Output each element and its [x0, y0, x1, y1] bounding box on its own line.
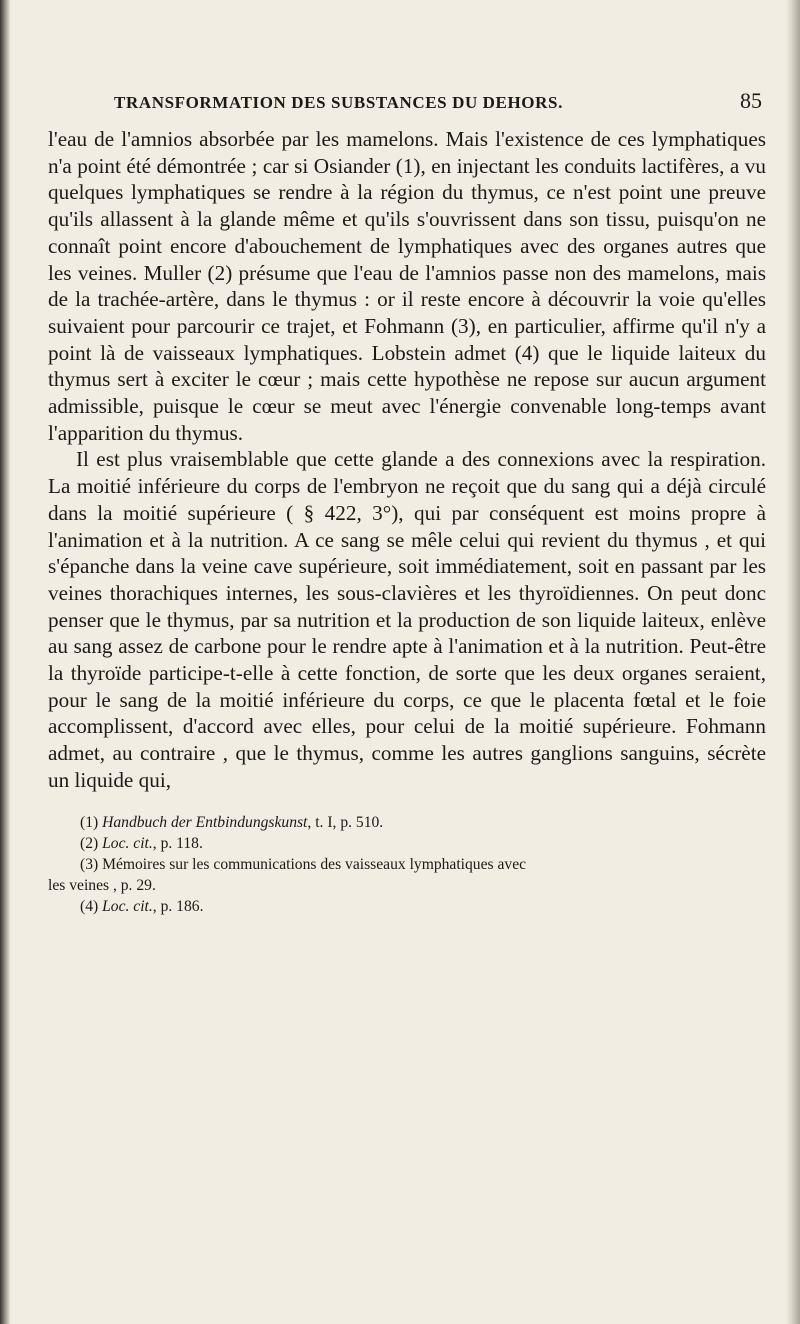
body-text [48, 126, 766, 794]
footnote-2-ref: (2) [80, 834, 99, 852]
paragraph-1: l'eau de l'amnios absorbée par les mamelons. Mais l'existence de ces lymphatiques n'a point été démontrée ; car si Osiander (1), en injectant les conduits lactifères, a vu quelques lymphatiques se rendre à la région du thymus, ce n'est point une preuve qu'ils allassent à la glande même et qu'ils s'ouvrissent dans son tissu, puisqu'on ne connaît point encore d'abouchement de lymphatiques avec des organes autres que les veines. Muller (2) présume que l'eau de l'amnios passe non des mamelons, mais de la trachée-artère, dans le thymus : or il reste encore à découvrir la voie qu'elles suivaient pour parcourir ce trajet, et Fohmann (3), en particulier, affirme qu'il n'y a point là de vaisseaux lymphatiques. Lobstein admet (4) que le liquide laiteux du thymus sert à exciter le cœur ; mais cette hypothèse ne repose sur aucun argument admissible, puisque le cœur se meut avec l'énergie convenable long-temps avant l'apparition du thymus. [48, 127, 766, 445]
page-binding-shadow [0, 0, 10, 1324]
footnote-1 [80, 812, 766, 833]
footnote-3-ref: (3) [80, 855, 99, 873]
footnote-1-rest: , t. I, p. 510. [307, 813, 384, 831]
footnote-4-ref: (4) [80, 898, 99, 916]
footnote-4-rest: , p. 186. [152, 898, 204, 916]
footnote-2 [80, 833, 766, 854]
footnote-3-text: Mémoires sur les communications des vaisseaux lymphatiques avec [102, 855, 527, 873]
footnote-3 [48, 854, 766, 896]
footnote-4-title: Loc. cit. [102, 898, 153, 916]
running-head-title: TRANSFORMATION DES SUBSTANCES DU DEHORS. [114, 93, 563, 112]
footnote-1-title: Handbuch der Entbindungskunst [102, 813, 308, 831]
page-edge-shadow [786, 0, 800, 1324]
page-number: 85 [740, 88, 762, 113]
running-head [48, 88, 766, 122]
footnote-1-ref: (1) [80, 813, 99, 831]
paragraph-2: Il est plus vraisemblable que cette glande a des connexions avec la respiration. La moitié inférieure du corps de l'embryon ne reçoit que du sang qui a déjà circulé dans la moitié supérieure ( § 422, 3°), qui par conséquent est moins propre à l'animation et à la nutrition. A ce sang se mêle celui qui revient du thymus , et qui s'épanche dans la veine cave supérieure, soit immédiatement, soit en passant par les veines thorachiques internes, les sous-clavières et les thyroïdiennes. On peut donc penser que le thymus, par sa nutrition et la production de son liquide laiteux, enlève au sang assez de carbone pour le rendre apte à l'animation et à la nutrition. Peut-être la thyroïde participe-t-elle à cette fonction, de sorte que les deux organes seraient, pour le sang de la moitié inférieure du corps, ce que le placenta fœtal et le foie accomplissent, d'accord avec elles, pour celui de la moitié supérieure. Fohmann admet, au contraire , que le thymus, comme les autres ganglions sanguins, sécrète un liquide qui, [48, 447, 766, 792]
footnote-3-continuation: les veines , p. 29. [48, 877, 156, 895]
footnote-2-rest: , p. 118. [152, 834, 203, 852]
book-page [48, 88, 766, 918]
footnote-2-title: Loc. cit. [102, 834, 153, 852]
footnotes [48, 812, 766, 918]
footnote-4 [80, 896, 766, 917]
